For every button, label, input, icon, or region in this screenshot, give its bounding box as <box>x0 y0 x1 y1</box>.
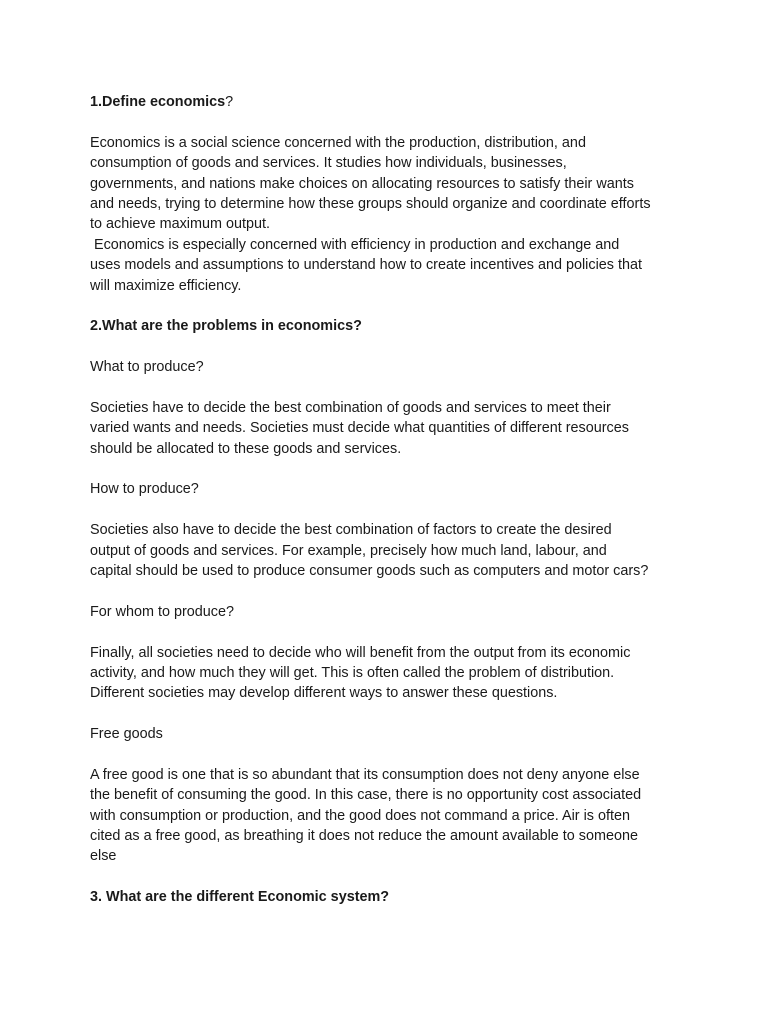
how-to-produce-paragraph <box>90 520 690 581</box>
text-line: Economics is especially concerned with efficiency in production and exchange and <box>90 236 620 253</box>
text-line: cited as a free good, as breathing it does not reduce the amount available to someone <box>90 828 639 845</box>
text-line: A free good is one that is so abundant that its consumption does not deny anyone else <box>90 766 640 783</box>
text-line: uses models and assumptions to understand how to create incentives and policies that <box>90 257 642 274</box>
spacer <box>90 296 690 316</box>
spacer <box>90 500 690 520</box>
spacer <box>90 112 690 132</box>
for-whom-heading: For whom to produce? <box>90 603 234 620</box>
q1-paragraph-1 <box>90 133 690 235</box>
text-line: consumption of goods and services. It studies how individuals, businesses, <box>90 155 567 172</box>
text-line: Societies also have to decide the best combination of factors to create the desired <box>90 522 612 539</box>
q1-heading <box>90 92 690 112</box>
text-line: to achieve maximum output. <box>90 216 270 233</box>
spacer <box>90 704 690 724</box>
text-line: governments, and nations make choices on allocating resources to satisfy their wants <box>90 175 634 192</box>
spacer <box>90 867 690 887</box>
text-line: Societies have to decide the best combination of goods and services to meet their <box>90 399 611 416</box>
q1-paragraph-2 <box>90 235 690 296</box>
text-line: should be allocated to these goods and services. <box>90 440 402 457</box>
spacer <box>90 459 690 479</box>
text-line: varied wants and needs. Societies must decide what quantities of different resources <box>90 420 629 437</box>
text-line: Finally, all societies need to decide who will benefit from the output from its economic <box>90 644 631 661</box>
what-to-produce-paragraph <box>90 398 690 459</box>
text-line: and needs, trying to determine how these groups should organize and coordinate efforts <box>90 195 651 212</box>
spacer <box>90 622 690 642</box>
text-line: Economics is a social science concerned with the production, distribution, and <box>90 134 586 151</box>
q1-heading-mark: ? <box>225 94 234 110</box>
text-line: activity, and how much they will get. This is often called the problem of distribution. <box>90 664 615 681</box>
q3-heading: 3. What are the different Economic system? <box>90 889 390 906</box>
text-line: the benefit of consuming the good. In this case, there is no opportunity cost associated <box>90 787 642 804</box>
spacer <box>90 581 690 601</box>
text-line: with consumption or production, and the good does not command a price. Air is often <box>90 807 630 824</box>
text-line: Different societies may develop different ways to answer these questions. <box>90 685 558 702</box>
spacer <box>90 377 690 397</box>
q2-heading: 2.What are the problems in economics? <box>90 318 362 335</box>
free-goods-paragraph <box>90 765 690 867</box>
document-page <box>90 92 690 908</box>
text-line: capital should be used to produce consumer goods such as computers and motor cars? <box>90 562 649 579</box>
text-line: will maximize efficiency. <box>90 277 242 294</box>
text-line: output of goods and services. For example, precisely how much land, labour, and <box>90 542 607 559</box>
q1-heading-text: 1.Define economics <box>90 94 226 110</box>
text-line: else <box>90 848 117 865</box>
for-whom-paragraph <box>90 643 690 704</box>
spacer <box>90 745 690 765</box>
free-goods-heading: Free goods <box>90 726 163 743</box>
how-to-produce-heading: How to produce? <box>90 481 199 498</box>
what-to-produce-heading: What to produce? <box>90 359 204 376</box>
spacer <box>90 337 690 357</box>
